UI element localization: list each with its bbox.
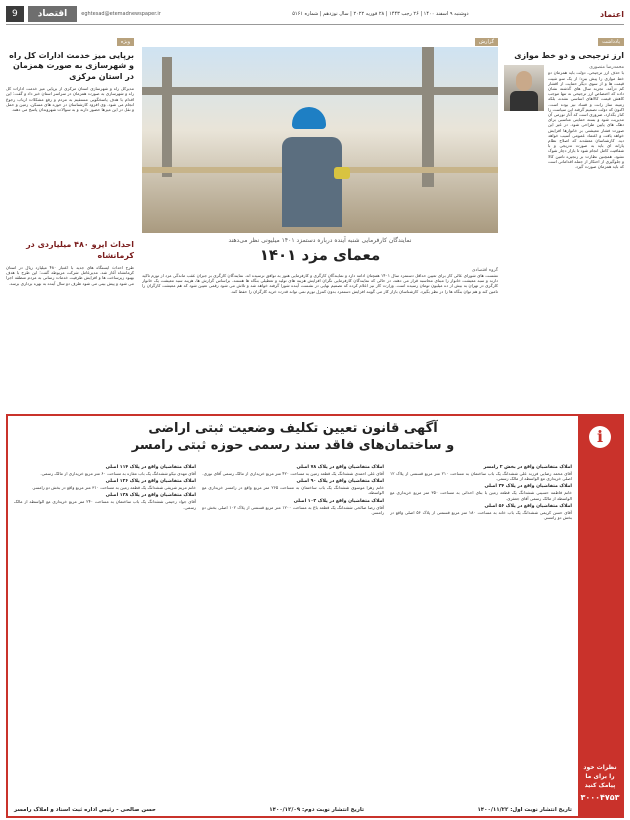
- entry-title: املاک متقاضیان واقع در پلاک ۱۲۶ اصلی: [105, 479, 196, 485]
- worker-photo: [142, 47, 498, 233]
- header-rule: [6, 24, 624, 25]
- notice-column: [14, 462, 196, 800]
- entry-title: املاک متقاضیان واقع در پلاک ۹۰ اصلی: [296, 479, 384, 485]
- brand-logo: اعتماد: [600, 9, 624, 19]
- sms-note: نظرات خود را برای ما پیامک کنید: [583, 764, 617, 789]
- legal-notice: [6, 414, 624, 818]
- story-headline: معمای مزد ۱۴۰۱: [259, 246, 381, 264]
- section-title: اقتصاد: [28, 6, 78, 22]
- entry-title: املاک متقاضیان واقع در پلاک ۷۸ اصلی: [296, 465, 384, 470]
- entry-body: آقای علی احمدی ششدانگ یک قطعه زمین به مساحت ۴۲۰ متر مربع خریداری از مالک رسمی آقای نوری.: [202, 471, 384, 476]
- notice-title-line-1: آگهی قانون تعیین تکلیف وضعیت ثبتی اراضی: [148, 421, 438, 436]
- entry-title: املاک متقاضیان واقع در پلاک ۳۴ اصلی: [484, 484, 572, 490]
- entry-body: آقای جواد رحیمی ششدانگ یک باب ساختمان به مساحت ۲۴۰ متر مربع خریداری مع الواسطه از مالک رسمی.: [14, 499, 196, 510]
- main-story: [142, 28, 498, 378]
- notice-title-line-2: و ساختمان‌های فاقد سند رسمی حوزه ثبتی رامسر: [131, 438, 455, 453]
- entry-title: املاک متقاضیان واقع در پلاک ۵۶ اصلی: [484, 503, 572, 509]
- entry-title: املاک متقاضیان واقع در بخش ۲ رامسر: [483, 465, 572, 470]
- notice-column: [202, 462, 384, 800]
- news-column: [6, 28, 134, 408]
- news-body-2: طرح احداث ایستگاه های جدید با اعتبار ۴۸۰ میلیارد ریال در استان کرمانشاه آغاز شد. مدیرعامل شرکت مربوطه گفت: این طرح با هدف بهبود زیرساخت ها و افزایش ظرفیت خدمات رسانی به مردم منطقه اجرا می شود و پیش بینی می شود ظرف دو سال آینده به بهره برداری برسد.: [6, 264, 134, 286]
- opinion-kicker: یادداشت: [598, 38, 624, 46]
- story-body: نشست های شورای عالی کار برای تعیین حداقل دستمزد سال ۱۴۰۱ همچنان ادامه دارد و نمایندگان کارگری و کارفرمایی هنوز به توافق نرسیده اند. نمایندگان کارگری بر جبران عقب ماندگی مزد از تورم تاکید دارند و سبد معیشت خانوار را مبنای محاسبه قرار می دهند، در حالی که نمایندگان کارفرمایی نگران افزایش هزینه های تولید و تعطیلی بنگاه ها هستند. براساس گزارش ها، هزینه سبد معیشت یک خانوار کارگری در تهران به بیش از ده میلیون تومان رسیده است. وزارت کار نیز اعلام کرده که تصمیم نهایی در نشست آینده شورا گرفته خواهد شد و تلاش می شود رقمی تعیین شود که هم معیشت کارگران را تامین کند و هم توان بنگاه ها را در نظر بگیرد. کارشناسان بازار کار می گویند افزایش دستمزد بدون کنترل تورم نمی تواند قدرت خرید کارگران را حفظ کند.: [142, 273, 498, 294]
- dateline: دوشنبه ۹ اسفند ۱۴۰۰ | ۲۶ رجب ۱۴۴۳ | ۲۸ فوریه ۲۰۲۲ | سال نوزدهم | شماره ۵۱۶۱: [292, 11, 469, 17]
- story-subhead: نمایندگان کارفرمایی شنبه آینده درباره دستمزد ۱۴۰۱ میلیونی نظر می‌دهند: [228, 237, 412, 244]
- entry-body: آقای محمد رضایی فرزند علی ششدانگ یک باب ساختمان به مساحت ۲۱۰ متر مربع قسمتی از پلاک ۱۲ اصلی خریداری مع الواسطه از مالک رسمی.: [390, 471, 572, 482]
- entry-body: خانم زهرا موسوی ششدانگ یک باب ساختمان به مساحت ۲۶۵ متر مربع واقع در رامسر خریداری مع الواسطه.: [202, 485, 384, 496]
- entry-body: آقای مهدی نیکو ششدانگ یک باب مغازه به مساحت ۶۰ متر مربع خریداری از مالک رسمی.: [40, 471, 196, 476]
- author-name: محمدرضا منصوری: [589, 65, 624, 71]
- news-headline-1: برپایی میز خدمت ادارات کل راه و شهرسازی به صورت همزمان در استان مرکزی: [9, 51, 134, 81]
- entry-body: آقای حسن کریمی ششدانگ یک باب خانه به مساحت ۱۸۰ متر مربع قسمتی از پلاک ۵۶ اصلی واقع در بخش دو رامسر.: [390, 509, 572, 521]
- news-body-1: مدیرکل راه و شهرسازی استان مرکزی از برپایی میز خدمت ادارات کل راه و شهرسازی به صورت همزمان در سراسر استان خبر داد و گفت: این اقدام با هدف پاسخگویی مستقیم به مردم و رفع مشکلات ارباب رجوع انجام می شود. وی افزود کارشناسان در حوزه های مسکن، زمین و حمل و نقل در این میزها حضور دارند و به سوالات شهروندان پاسخ می دهند.: [6, 86, 134, 112]
- author-photo: [504, 65, 544, 111]
- opinion-body: با حذف ارز ترجیحی، دولت باید همزمان دو خط موازی را پیش ببرد؛ از یک سو تثبیت قیمت ها و از سوی دیگر حمایت از اقشار کم درآمد. تجربه سال های گذشته نشان داده که اختصاص ارز ترجیحی نه تنها موجب کاهش قیمت کالاهای اساسی نشده، بلکه زمینه ساز رانت و فساد نیز بوده است. اکنون که دولت تصمیم گرفته این سیاست را کنار بگذارد، ضروری است که آثار تورمی آن مدیریت شود و بسته حمایتی مناسبی برای دهک های پایین طراحی شود. در غیر این صورت فشار معیشتی بر خانوارها افزایش خواهد یافت و اعتماد عمومی آسیب خواهد دید. کارشناسان معتقدند که اصلاح نظام یارانه ای باید به صورت تدریجی و با شفافیت کامل انجام شود تا بازار دچار شوک نشود. همچنین نظارت بر زنجیره تامین کالا و جلوگیری از احتکار از جمله اقداماتی است که باید همزمان صورت گیرد.: [548, 70, 624, 170]
- story-byline: گروه اقتصادی: [471, 268, 498, 273]
- notice-column: [390, 462, 572, 800]
- info-icon: i: [589, 426, 611, 448]
- entry-body: خانم مریم شریفی ششدانگ یک قطعه زمین به مساحت ۳۱۰ متر مربع واقع در بخش دو رامسر.: [31, 485, 196, 491]
- publish-date-1: تاریخ انتشار نوبت اول: ۱۴۰۰/۱۱/۲۲: [477, 807, 572, 813]
- opinion-headline: ارز ترجیحی و دو خط موازی: [514, 51, 624, 60]
- notice-footer: [14, 807, 572, 813]
- news-kicker: ویژه: [117, 38, 134, 46]
- notice-title: [14, 420, 572, 454]
- entry-body: خانم فاطمه حسینی ششدانگ یک قطعه زمین با بنای احداثی به مساحت ۳۵۰ متر مربع خریداری مع الواسطه از مالک رسمی آقای جعفری.: [390, 490, 572, 501]
- news-headline-2: احداث ایرو ۴۸۰ میلیاردی در کرمانشاه: [26, 240, 134, 260]
- sms-code: ۳۰۰۰۴۷۵۳: [580, 793, 620, 802]
- signature: حسن صالحی - رئیس اداره ثبت اسناد و املاک رامسر: [14, 807, 156, 813]
- notice-sidebar: [578, 416, 622, 816]
- entry-body: آقای رضا صالحی ششدانگ یک قطعه باغ به مساحت ۱۲۰۰ متر مربع قسمتی از پلاک ۱۰۲ اصلی بخش دو رامسر.: [202, 504, 384, 515]
- entry-title: املاک متقاضیان واقع در پلاک ۱۱۴ اصلی: [105, 465, 196, 470]
- page-header: [6, 6, 624, 22]
- entry-title: املاک متقاضیان واقع در پلاک ۱۳۸ اصلی: [105, 493, 196, 499]
- entry-title: املاک متقاضیان واقع در پلاک ۱۰۲ اصلی: [293, 498, 384, 504]
- section-email[interactable]: eghtesad@etemadnewspaper.ir: [81, 11, 161, 17]
- report-kicker: گزارش: [475, 38, 498, 46]
- opinion-column: [504, 28, 624, 378]
- page-number: 9: [6, 6, 24, 22]
- notice-entries: [14, 462, 572, 800]
- publish-date-2: تاریخ انتشار نوبت دوم: ۱۴۰۰/۱۲/۰۹: [269, 807, 365, 813]
